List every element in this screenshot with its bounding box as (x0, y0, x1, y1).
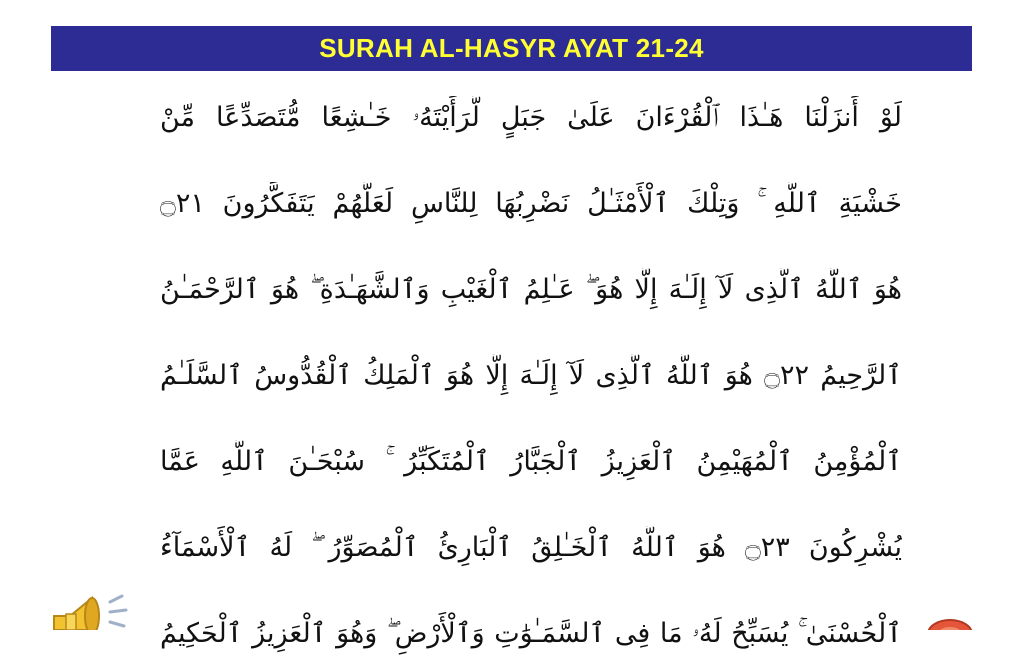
decorative-circle-icon (925, 614, 975, 630)
verse-text-block (160, 96, 902, 655)
verse-line-2: خَشْيَةِ ٱللَّهِ ۚ وَتِلْكَ ٱلْأَمْثَـٰلُ نَضْرِبُهَا لِلنَّاسِ لَعَلَّهُمْ يَتَفَكَّرُونَ ۝٢١ (160, 188, 902, 219)
verse-line-6: يُشْرِكُونَ ۝٢٣ هُوَ ٱللَّهُ ٱلْخَـٰلِقُ ٱلْبَارِئُ ٱلْمُصَوِّرُ ۖ لَهُ ٱلْأَسْمَآءُ (160, 532, 902, 563)
speaker-icon[interactable] (52, 590, 144, 630)
title-banner (51, 26, 972, 71)
page-title: SURAH AL-HASYR AYAT 21-24 (319, 33, 704, 63)
verse-line-3: هُوَ ٱللَّهُ ٱلَّذِى لَآ إِلَـٰهَ إِلَّا هُوَ ۖ عَـٰلِمُ ٱلْغَيْبِ وَٱلشَّهَـٰدَةِ ۖ هُوَ ٱلرَّحْمَـٰنُ (160, 274, 902, 305)
verse-line-7: ٱلْحُسْنَىٰ ۚ يُسَبِّحُ لَهُۥ مَا فِى ٱلسَّمَـٰوَٰتِ وَٱلْأَرْضِ ۖ وَهُوَ ٱلْعَزِيزُ ٱلْحَكِيمُ (160, 618, 902, 649)
verse-line-4: ٱلرَّحِيمُ ۝٢٢ هُوَ ٱللَّهُ ٱلَّذِى لَآ إِلَـٰهَ إِلَّا هُوَ ٱلْمَلِكُ ٱلْقُدُّوسُ ٱلسَّلَـٰمُ (160, 360, 902, 391)
verse-line-1: لَوْ أَنزَلْنَا هَـٰذَا ٱلْقُرْءَانَ عَلَىٰ جَبَلٍ لَّرَأَيْتَهُۥ خَـٰشِعًا مُّتَصَدِّعًا مِّنْ (160, 102, 902, 133)
verse-line-5: ٱلْمُؤْمِنُ ٱلْمُهَيْمِنُ ٱلْعَزِيزُ ٱلْجَبَّارُ ٱلْمُتَكَبِّرُ ۚ سُبْحَـٰنَ ٱللَّهِ عَمَّا (160, 446, 902, 477)
